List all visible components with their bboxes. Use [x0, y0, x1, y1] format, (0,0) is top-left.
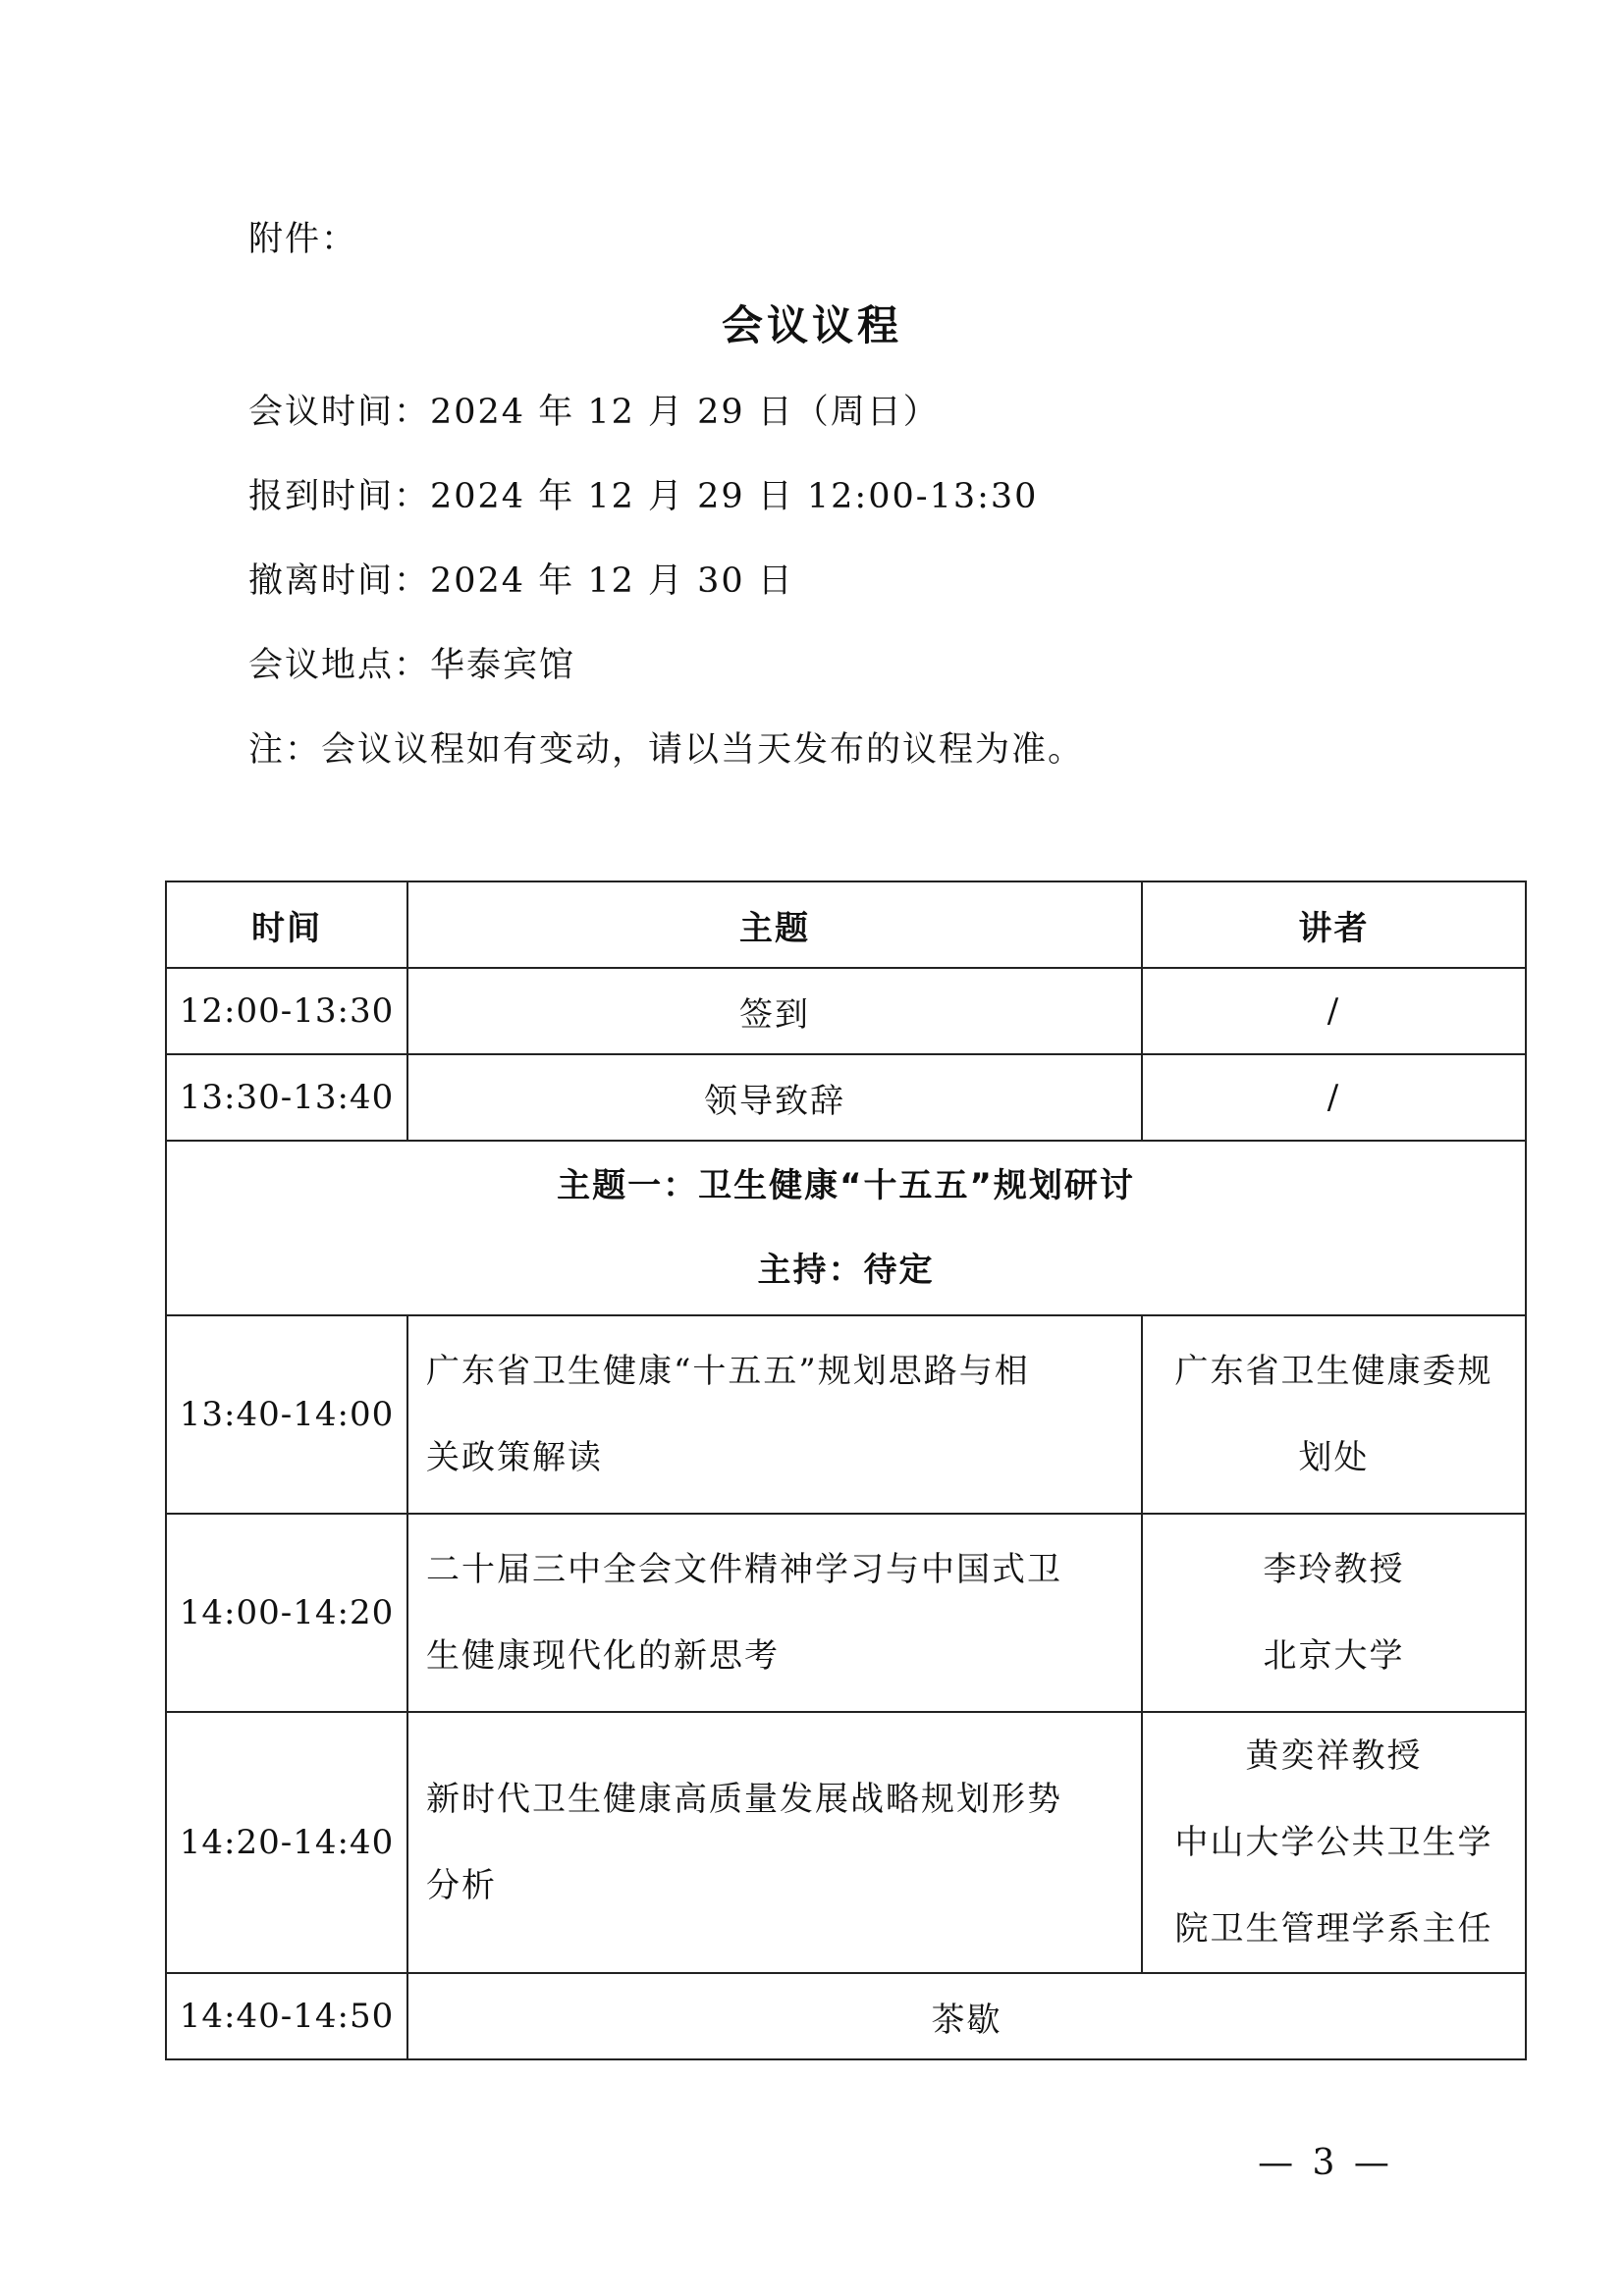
topic-line: 二十届三中全会文件精神学习与中国式卫: [426, 1550, 1062, 1589]
agenda-table: [165, 881, 1527, 2060]
row-speaker: /: [1142, 968, 1526, 1054]
row-topic: 领导致辞: [407, 1054, 1142, 1141]
section-header-cell: [166, 1141, 1526, 1315]
section-title: 主题一：卫生健康“十五五”规划研讨: [557, 1166, 1135, 1205]
section-header-row: [166, 1141, 1526, 1315]
departure-time-line: 撤离时间：2024 年 12 月 30 日: [248, 561, 794, 601]
row-speaker: [1142, 1514, 1526, 1712]
topic-line: 广东省卫生健康“十五五”规划思路与相: [426, 1352, 1030, 1391]
topic-line: 关政策解读: [426, 1438, 603, 1477]
row-topic: [407, 1514, 1142, 1712]
row-time: 13:40-14:00: [166, 1315, 407, 1514]
speaker-line: 黄奕祥教授: [1245, 1736, 1423, 1776]
table-header-row: [166, 881, 1526, 968]
note-line: 注：会议议程如有变动，请以当天发布的议程为准。: [248, 730, 1085, 770]
page-title: 会议议程: [721, 301, 902, 349]
speaker-line: 划处: [1298, 1438, 1370, 1477]
topic-line: 新时代卫生健康高质量发展战略规划形势: [426, 1780, 1062, 1819]
venue-line: 会议地点：华泰宾馆: [248, 646, 576, 685]
header-topic: 主题: [407, 881, 1142, 968]
row-time: 14:00-14:20: [166, 1514, 407, 1712]
break-row: [166, 1973, 1526, 2059]
row-speaker: [1142, 1712, 1526, 1973]
row-time: 14:20-14:40: [166, 1712, 407, 1973]
topic-line: 分析: [426, 1866, 497, 1905]
row-speaker: /: [1142, 1054, 1526, 1141]
break-label: 茶歇: [407, 1973, 1526, 2059]
row-time: 14:40-14:50: [166, 1973, 407, 2059]
header-speaker: 讲者: [1142, 881, 1526, 968]
row-topic: [407, 1712, 1142, 1973]
speaker-line: 院卫生管理学系主任: [1174, 1909, 1493, 1949]
section-host: 主持：待定: [757, 1251, 935, 1290]
table-row: [166, 1054, 1526, 1141]
row-speaker: [1142, 1315, 1526, 1514]
row-topic: [407, 1315, 1142, 1514]
row-topic: 签到: [407, 968, 1142, 1054]
row-time: 12:00-13:30: [166, 968, 407, 1054]
table-row: [166, 968, 1526, 1054]
attachment-label: 附件：: [248, 220, 358, 259]
table-row: [166, 1315, 1526, 1514]
table-row: [166, 1514, 1526, 1712]
row-time: 13:30-13:40: [166, 1054, 407, 1141]
speaker-line: 李玲教授: [1263, 1550, 1405, 1589]
meeting-time-line: 会议时间：2024 年 12 月 29 日（周日）: [248, 393, 940, 432]
page-number: — 3 —: [1258, 2143, 1393, 2183]
table-row: [166, 1712, 1526, 1973]
header-time: 时间: [166, 881, 407, 968]
speaker-line: 广东省卫生健康委规: [1174, 1352, 1493, 1391]
checkin-time-line: 报到时间：2024 年 12 月 29 日 12:00-13:30: [248, 477, 1039, 516]
speaker-line: 北京大学: [1263, 1636, 1405, 1676]
speaker-line: 中山大学公共卫生学: [1174, 1823, 1493, 1862]
topic-line: 生健康现代化的新思考: [426, 1636, 780, 1676]
